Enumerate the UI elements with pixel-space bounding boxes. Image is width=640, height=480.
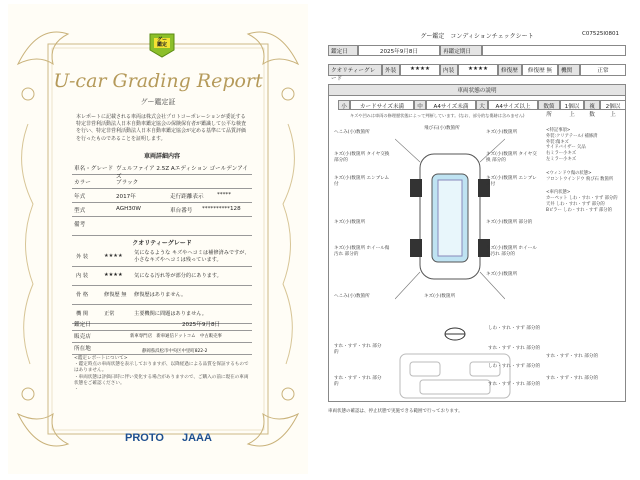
engine-label: 機関 (558, 64, 580, 76)
row-value: 新車専門店 新車通信ドットコム 中古販売事 (130, 334, 222, 339)
date-label: 鑑定日 (328, 45, 358, 56)
sheet-title: グー鑑定 コンディションチェックシート (420, 33, 534, 40)
quality-label: 内 装 (76, 273, 89, 279)
note-item: 外装:傷キズ (546, 139, 569, 145)
vehicle-row-color (72, 175, 252, 189)
row-label: 備考 (74, 222, 86, 228)
notes-head: <鑑定レポートについて> (74, 356, 128, 361)
vehicle-row-note (72, 217, 252, 236)
quality-row-exterior (72, 248, 252, 267)
row-label2: 車台番号 (170, 208, 193, 214)
sheet-code: C07525I0801 (582, 31, 619, 37)
quality-row-interior (72, 267, 252, 286)
size-small-label: 小 (338, 100, 350, 110)
damage-label-left: へこみ(小)数箇所 (334, 294, 370, 299)
note-line: ・鑑定時点の車両状態を表示しておりますが、以降経過による品質を保証するものではありません。 (74, 362, 249, 374)
damage-label-center: キズ(小)数箇所 (424, 294, 456, 299)
quality-desc: 修復歴はありません。 (134, 292, 187, 298)
size-large-desc: A4サイズ以上 (488, 100, 538, 110)
row-value: 2025年9月8日 (182, 322, 221, 328)
damage-label-right: キズ(小)数箇所 タイヤ交換 部分的 (486, 152, 537, 163)
damage-label-left: キズ(小)数箇所 エンブレム付 (334, 176, 390, 187)
int-label: 内装 (440, 64, 458, 76)
note-item: 右ミラー小キズ (546, 151, 576, 157)
note-item: 天井 しわ・すれ・すず 部分的 (546, 201, 605, 207)
vehicle-row-year (72, 189, 252, 203)
row-label: 車名・グレード (74, 166, 114, 172)
state-head: 車両状態の説明 (328, 84, 626, 96)
date-value: 2025年9月8日 (358, 45, 440, 56)
special-notes (546, 128, 622, 214)
count-few-desc: 1個以上 (560, 100, 584, 110)
row-value: ブラック (116, 180, 139, 186)
count-many-label: 複数 (584, 100, 600, 110)
interior-label: すれ・すず・すれ 部分的 (546, 376, 599, 381)
row-label: 型式 (74, 208, 86, 214)
recheck-value (482, 45, 626, 56)
interior-label: しわ・すれ・すず 部分的 (488, 326, 541, 331)
size-large-label: 大 (476, 100, 488, 110)
interior-label: すれ・すず・すれ 部分的 (334, 376, 382, 387)
ext-value: ★★★★ (400, 64, 440, 76)
damage-label-right: キズ(小)数箇所 (486, 272, 518, 277)
damage-label-right: キズ(小)数箇所 部分的 (486, 220, 533, 225)
interior-label: すれ・すず・すれ 部分的 (488, 382, 541, 387)
interior-label: すれ・すず・すれ 部分的 (488, 346, 541, 351)
note-line: ・車両状態は評価日時に伴い変化する場合がありますので、ご購入の前に現在の車両状態をご確認ください。 (74, 374, 249, 386)
row-label: 販売店 (74, 334, 91, 340)
vehicle-row-name (72, 161, 252, 180)
sheet-footer: 車両状態の確認は、停止状態で実施できる範囲で行っております。 (328, 409, 463, 414)
quality-value: 修復歴 無 (104, 292, 127, 298)
quality-row-frame (72, 286, 252, 305)
certificate-title: U-car Grading Report (53, 70, 263, 92)
count-many-desc: 2個以上 (600, 100, 626, 110)
legend-note: キズや凹みは車両の修理歴状態によって判断しています。(なお、部分的な傷跡は含みません) (350, 113, 525, 118)
row-value2: ***** (217, 192, 231, 198)
damage-label-center: 飛び石(小)数箇所 (424, 126, 460, 131)
recheck-label: 再鑑定期日 (440, 45, 482, 56)
row-label: 年式 (74, 194, 86, 200)
repair-label: 修復歴 (498, 64, 522, 76)
quality-desc: 気になる汚れ等が部分的にあります。 (134, 273, 222, 279)
damage-label-left: キズ(小)数箇所 タイヤ交換 部分的 (334, 152, 390, 163)
interior-label: すれ・すず・すれ 部分的 (334, 344, 382, 355)
jaaa-logo: JAAA (182, 432, 212, 444)
row-label: 鑑定日 (74, 322, 91, 328)
damage-label-left: キズ(小)数箇所 (334, 220, 366, 225)
row-value: ヴェルファイア 2.5Z Aエディション ゴールデンアイズ (116, 166, 248, 180)
certificate-intro: 本レポートに記載される車両は株式会社プロトコーポレーションが委託する特定非営利活動法人日本自動車鑑定協会の保険保有者が鑑識して公平な検査を行い、特定非営利活動法人日本自動車鑑定協会が定める基準にて品質評価を行ったものであることを証明します。 (76, 114, 247, 142)
size-small-desc: カードサイズ未満 (350, 100, 414, 110)
note-item: フロントウインドウ 飛び石 数箇所 (546, 176, 614, 182)
grade-label: クオリティーグレード (328, 64, 382, 76)
quality-value: ★★★★ (104, 253, 123, 259)
interior-label: すれ・すず・すれ 部分的 (546, 354, 599, 359)
damage-label-left: キズ(小)数箇所 ホイール傷汚れ 部分的 (334, 246, 390, 257)
quality-label: 骨 格 (76, 292, 89, 298)
grading-certificate (8, 4, 308, 474)
size-mid-label: 中 (414, 100, 426, 110)
quality-label: 機 関 (76, 311, 89, 317)
goo-badge-icon (148, 32, 176, 58)
damage-label-left: へこみ(小)数箇所 (334, 130, 370, 135)
note-item: カーペット しわ・すれ・すず 部分的 (546, 196, 618, 202)
notes-head: <車内状態> (546, 190, 571, 196)
quality-desc: 気になるような キズやヘコミは補修済みですが、小さなキズやヘコミは残っています。 (134, 250, 250, 263)
quality-desc: 主要機関に問題はありません。 (134, 311, 207, 317)
row-value: AGH30W (116, 206, 141, 212)
int-value: ★★★★ (458, 64, 498, 76)
condition-check-sheet (320, 4, 634, 474)
notes-head: <特記事項> (546, 128, 571, 133)
note-item: サイドバイザー 欠品 (546, 145, 586, 151)
address-row (72, 343, 252, 355)
interior-label: しわ・すれ・すず 部分的 (488, 364, 541, 369)
quality-section-head: クオリティーグレード (132, 240, 192, 247)
quality-value: 正常 (104, 311, 115, 317)
vehicle-row-model (72, 203, 252, 217)
count-few-label: 数箇所 (538, 100, 560, 110)
damage-label-right: キズ(小)数箇所 (486, 130, 518, 135)
note-item: Bピラー しわ・すれ・すず 部分的 (546, 207, 612, 213)
proto-logo: PROTO (125, 432, 164, 444)
row-value: 静岡県浜松市中央区中里町822-2 (142, 349, 208, 354)
row-label: 所在地 (74, 346, 91, 352)
note-item: 左ミラー小キズ (546, 156, 576, 162)
shop-row (72, 331, 252, 343)
repair-value: 修復歴 無 (522, 64, 558, 76)
certificate-subtitle: グー鑑定証 (140, 98, 176, 106)
note-line: ・ (74, 387, 79, 393)
quality-label: 外 装 (76, 254, 89, 260)
row-label2: 走行距離表示 (170, 194, 204, 200)
damage-label-right: キズ(小)数箇所 エンブレム付 (486, 176, 537, 187)
ext-label: 外装 (382, 64, 400, 76)
engine-value: 正常 (580, 64, 626, 76)
badge-text: グー 鑑定 (156, 37, 167, 48)
quality-value: ★★★★ (104, 272, 123, 278)
row-label: カラー (74, 180, 91, 186)
certificate-notes (74, 356, 249, 393)
notes-head: <ウィンドウ傷の状態> (546, 170, 592, 176)
row-value2: **********128 (202, 206, 241, 212)
row-value: 2017年 (116, 194, 136, 200)
appraisal-date-row (72, 319, 252, 331)
damage-label-right: キズ(小)数箇所 ホイール傷汚れ 部分的 (486, 246, 537, 257)
car-interior-diagram (380, 322, 530, 400)
size-mid-desc: A4サイズ未満 (426, 100, 476, 110)
vehicle-section-head: 車両詳細内容 (143, 153, 180, 160)
note-item: 外装:クリアテール/ 補修済 (546, 133, 598, 139)
